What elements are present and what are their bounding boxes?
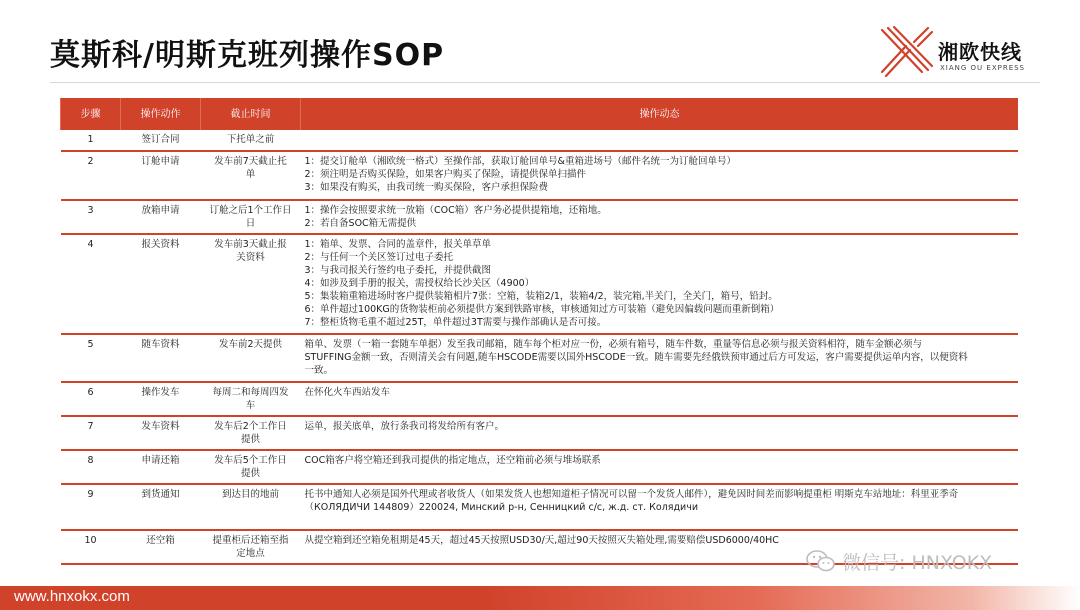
deadline-line: 车 (245, 400, 256, 411)
deadline-line: 发车后2个工作日 (214, 421, 287, 432)
deadline-line: 发车前3天截止报 (214, 239, 287, 250)
wechat-icon (806, 549, 836, 573)
detail-line: 1：操作会按照要求统一放箱（COC箱）客户务必提供提箱地，还箱地。 (304, 205, 607, 216)
sop-table (60, 98, 1018, 565)
row-details (301, 200, 1019, 234)
row-deadline (201, 416, 301, 450)
row-action: 申请还箱 (121, 450, 201, 484)
row-step: 9 (61, 484, 121, 530)
row-deadline (201, 151, 301, 200)
title-divider (50, 82, 1040, 83)
deadline-line: 提供 (240, 468, 260, 479)
row-deadline (201, 484, 301, 530)
detail-line: 一致。 (304, 365, 334, 376)
deadline-line: 定地点 (236, 548, 265, 559)
footer-bar (0, 586, 1080, 610)
row-action: 放箱申请 (121, 200, 201, 234)
row-deadline (201, 530, 301, 564)
detail-line: （КОЛЯДИЧИ 144809）220024, Минский р-н, Сенницкий с/с, ж.д. ст. Колядичи (304, 502, 699, 513)
deadline-line: 发车前2天提供 (218, 339, 283, 350)
deadline-line: 单 (245, 169, 256, 180)
header-details: 操作动态 (301, 98, 1019, 130)
deadline-line: 发车后5个工作日 (214, 455, 287, 466)
row-deadline (201, 450, 301, 484)
row-details (301, 450, 1019, 484)
row-action: 订舱申请 (121, 151, 201, 200)
row-details (301, 130, 1019, 151)
deadline-line: 每周二和每周四发 (212, 387, 289, 398)
wechat-watermark (806, 548, 992, 574)
row-step: 6 (61, 382, 121, 416)
row-step: 1 (61, 130, 121, 151)
detail-line: 1：箱单、发票、合同的盖章件，报关单草单 (304, 239, 492, 250)
detail-line: 箱单、发票（一箱一套随车单据）发至我司邮箱，随车每个柜对应一份，必须有箱号，随车件数，重量等信息必须与报关资料相符，随车金额必须与 (304, 339, 923, 350)
detail-line: 3：与我司报关行签约电子委托，并提供截图 (304, 265, 492, 276)
row-step: 4 (61, 234, 121, 334)
header-action: 操作动作 (121, 98, 201, 130)
table-row (61, 130, 1019, 151)
row-step: 7 (61, 416, 121, 450)
deadline-line: 订舱之后1个工作日 (209, 205, 292, 216)
detail-line: 7：整柜货物毛重不超过25T，单件超过3T需要与操作部确认是否可接。 (304, 317, 607, 328)
table-row (61, 234, 1019, 334)
table-row (61, 416, 1019, 450)
deadline-line: 日 (245, 218, 256, 229)
table-header-row (61, 98, 1019, 130)
footer-url[interactable]: www.hnxokx.com (14, 588, 130, 605)
detail-line: STUFFING金额一致，否则清关会有问题,随车HSCODE需要以国外HSCODE一致。随车需要先经俄铁预审通过后方可发运，客户需要提供运单内容，以便资料 (304, 352, 968, 363)
detail-line: 运单，报关底单，放行条我司将发给所有客户。 (304, 421, 505, 432)
table-row (61, 450, 1019, 484)
detail-line: 3：如果没有购买，由我司统一购买保险，客户承担保险费 (304, 182, 549, 193)
deadline-line: 提供 (240, 434, 260, 445)
detail-line: 5：集装箱重箱进场时客户提供装箱相片7张：空箱，装箱2/1，装箱4/2，装完箱,半关门，全关门，箱号，铅封。 (304, 291, 778, 302)
detail-line: 2：与任何一个关区签订过电子委托 (304, 252, 454, 263)
header-step: 步骤 (61, 98, 121, 130)
deadline-line: 发车前7天截止托 (214, 156, 287, 167)
deadline-line: 提重柜后还箱至指 (212, 535, 289, 546)
row-details (301, 416, 1019, 450)
table-row (61, 200, 1019, 234)
logo-name: 湘欧快线 (938, 40, 1022, 64)
row-action: 发车资料 (121, 416, 201, 450)
row-details (301, 382, 1019, 416)
row-deadline (201, 382, 301, 416)
row-step: 5 (61, 334, 121, 382)
page-title: 莫斯科/明斯克班列操作SOP (50, 38, 445, 73)
detail-line: COC箱客户将空箱还到我司提供的指定地点，还空箱前必须与堆场联系 (304, 455, 601, 466)
logo-subtitle: XIANG OU EXPRESS (940, 64, 1026, 72)
wechat-id: 微信号: HNXOKX (842, 551, 993, 574)
row-step: 3 (61, 200, 121, 234)
table-row (61, 382, 1019, 416)
row-action: 到货通知 (121, 484, 201, 530)
detail-line: 4：如涉及到手册的报关，需授权给长沙关区（4900） (304, 278, 535, 289)
detail-line: 1：提交订舱单（湘欧统一格式）至操作部，获取订舱回单号&重箱进场号（邮件名统一为订舱回单号） (304, 156, 736, 167)
row-details (301, 334, 1019, 382)
row-details (301, 234, 1019, 334)
row-step: 10 (61, 530, 121, 564)
detail-line: 2：须注明是否购买保险，如果客户购买了保险，请提供保单扫描件 (304, 169, 587, 180)
row-step: 2 (61, 151, 121, 200)
logo-mark-icon (876, 24, 936, 80)
table-row (61, 484, 1019, 530)
row-action: 随车资料 (121, 334, 201, 382)
detail-line: 6：单件超过100KG的货物装柜前必须提供方案到铁路审核，审核通知过方可装箱（避免因偏载问题而重新倒箱） (304, 304, 780, 315)
table-row (61, 334, 1019, 382)
table-row (61, 151, 1019, 200)
detail-line: 从提空箱到还空箱免租期是45天，超过45天按照USD30/天,超过90天按照灭失箱处理,需要赔偿USD6000/40HC (304, 535, 779, 546)
row-deadline (201, 200, 301, 234)
row-deadline (201, 130, 301, 151)
row-deadline (201, 234, 301, 334)
row-action: 还空箱 (121, 530, 201, 564)
company-logo (876, 24, 1056, 80)
deadline-line: 下托单之前 (226, 134, 275, 145)
detail-line: 在怀化火车西站发车 (304, 387, 391, 398)
detail-line: 托书中通知人必须是国外代理或者收货人（如果发货人也想知道柜子情况可以留一个发货人邮件），避免因时间差而影响提重柜 明斯克车站地址：科里亚季奇 (304, 489, 959, 500)
row-action: 报关资料 (121, 234, 201, 334)
row-details (301, 151, 1019, 200)
row-action: 操作发车 (121, 382, 201, 416)
deadline-line: 到达目的地前 (221, 489, 279, 500)
deadline-line: 关资料 (236, 252, 265, 263)
header-deadline: 截止时间 (201, 98, 301, 130)
row-action: 签订合同 (121, 130, 201, 151)
row-step: 8 (61, 450, 121, 484)
row-deadline (201, 334, 301, 382)
row-details (301, 484, 1019, 530)
detail-line: 2：若自备SOC箱无需提供 (304, 218, 417, 229)
